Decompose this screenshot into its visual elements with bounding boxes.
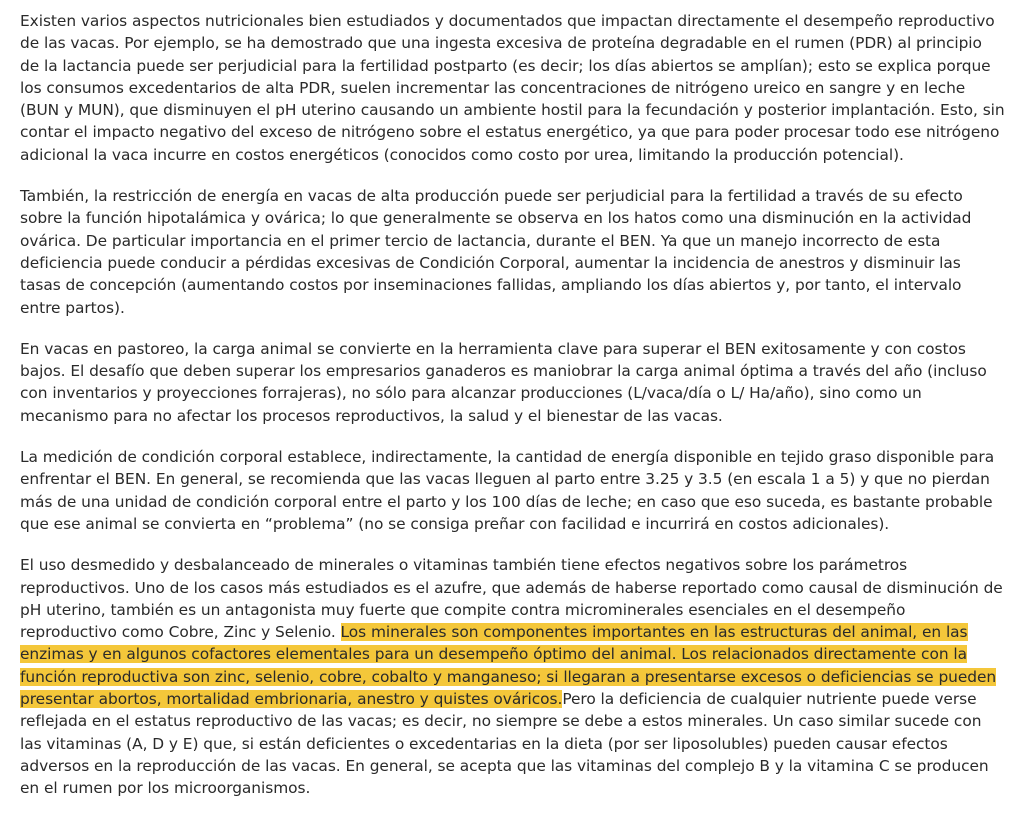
paragraph-body-condition: La medición de condición corporal establece, indirectamente, la cantidad de energía disponible en tejido graso disponible para enfrentar el BEN. En general, se recomienda que las vacas lleguen al parto entre 3.25 y 3.5 (en escala 1 a 5) y que no pierdan más de una unidad de condición corporal entre el parto y los 100 días de leche; en caso que eso suceda, es bastante probable que ese animal se convierta en “problema” (no se consiga preñar con facilidad e incurrirá en costos adicionales). [20,448,995,533]
minerals-text-before: El uso desmedido y desbalanceado de minerales o vitaminas también tiene efectos negativos sobre los parámetros reproductivos. Uno de los casos más estudiados es el azufre, que además de haberse reportado como causal de disminución de pH uterino, también es un antagonista muy fuerte que compite contra microminerales esenciales en el desempeño reproductivo como Cobre, Zinc y Selenio. [20,556,1003,642]
article-body [20,10,1005,819]
paragraph-energy: También, la restricción de energía en vacas de alta producción puede ser perjudicial para la fertilidad a través de su efecto sobre la función hipotalámica y ovárica; lo que generalmente se observa en los hatos como una disminución en la actividad ovárica. De particular importancia en el primer tercio de lactancia, durante el BEN. Ya que un manejo incorrecto de esta deficiencia puede conducir a pérdidas excesivas de Condición Corporal, aumentar la incidencia de anestros y disminuir las tasas de concepción (aumentando costos por inseminaciones fallidas, ampliando los días abiertos y, por tanto, el intervalo entre partos). [20,187,972,317]
paragraph-minerals [20,554,1005,799]
paragraph-grazing: En vacas en pastoreo, la carga animal se convierte en la herramienta clave para superar el BEN exitosamente y con costos bajos. El desafío que deben superar los empresarios ganaderos es maniobrar la carga animal óptima a través del año (incluso con inventarios y proyecciones forrajeras), no sólo para alcanzar producciones (L/vaca/día o L/ Ha/año), sino como un mecanismo para no afectar los procesos reproductivos, la salud y el bienestar de las vacas. [20,339,987,425]
highlighted-text: Los minerales son componentes importantes en las estructuras del animal, en las enzimas y en algunos cofactores elementales para un desempeño óptimo del animal. Los relacionados directamente con la función reproductiva son zinc, selenio, cobre, cobalto y manganeso; si llegaran a presentarse excesos o deficiencias se pueden presentar abortos, mortalidad embrionaria, anestro y quistes ováricos. [20,623,997,709]
paragraph-protein: Existen varios aspectos nutricionales bien estudiados y documentados que impactan directamente el desempeño reproductivo de las vacas. Por ejemplo, se ha demostrado que una ingesta excesiva de proteína degradable en el rumen (PDR) al principio de la lactancia puede ser perjudicial para la fertilidad postparto (es decir; los días abiertos se amplían); esto se explica porque los consumos excedentarios de alta PDR, suelen incrementar las concentraciones de nitrógeno ureico en sangre y en leche (BUN y MUN), que disminuyen el pH uterino causando un ambiente hostil para la fecundación y posterior implantación. Esto, sin contar el impacto negativo del exceso de nitrógeno sobre el estatus energético, ya que para poder procesar todo ese nitrógeno adicional la vaca incurre en costos energéticos (conocidos como costo por urea, limitando la producción potencial). [20,12,1005,164]
minerals-text-after: Pero la deficiencia de cualquier nutriente puede verse reflejada en el estatus reproductivo de las vacas; es decir, no siempre se debe a estos minerales. Un caso similar sucede con las vitaminas (A, D y E) que, si están deficientes o excedentarias en la dieta (por ser liposolubles) pueden causar efectos adversos en la reproducción de las vacas. En general, se acepta que las vitaminas del complejo B y la vitamina C se producen en el rumen por los microorganismos. [20,690,989,798]
